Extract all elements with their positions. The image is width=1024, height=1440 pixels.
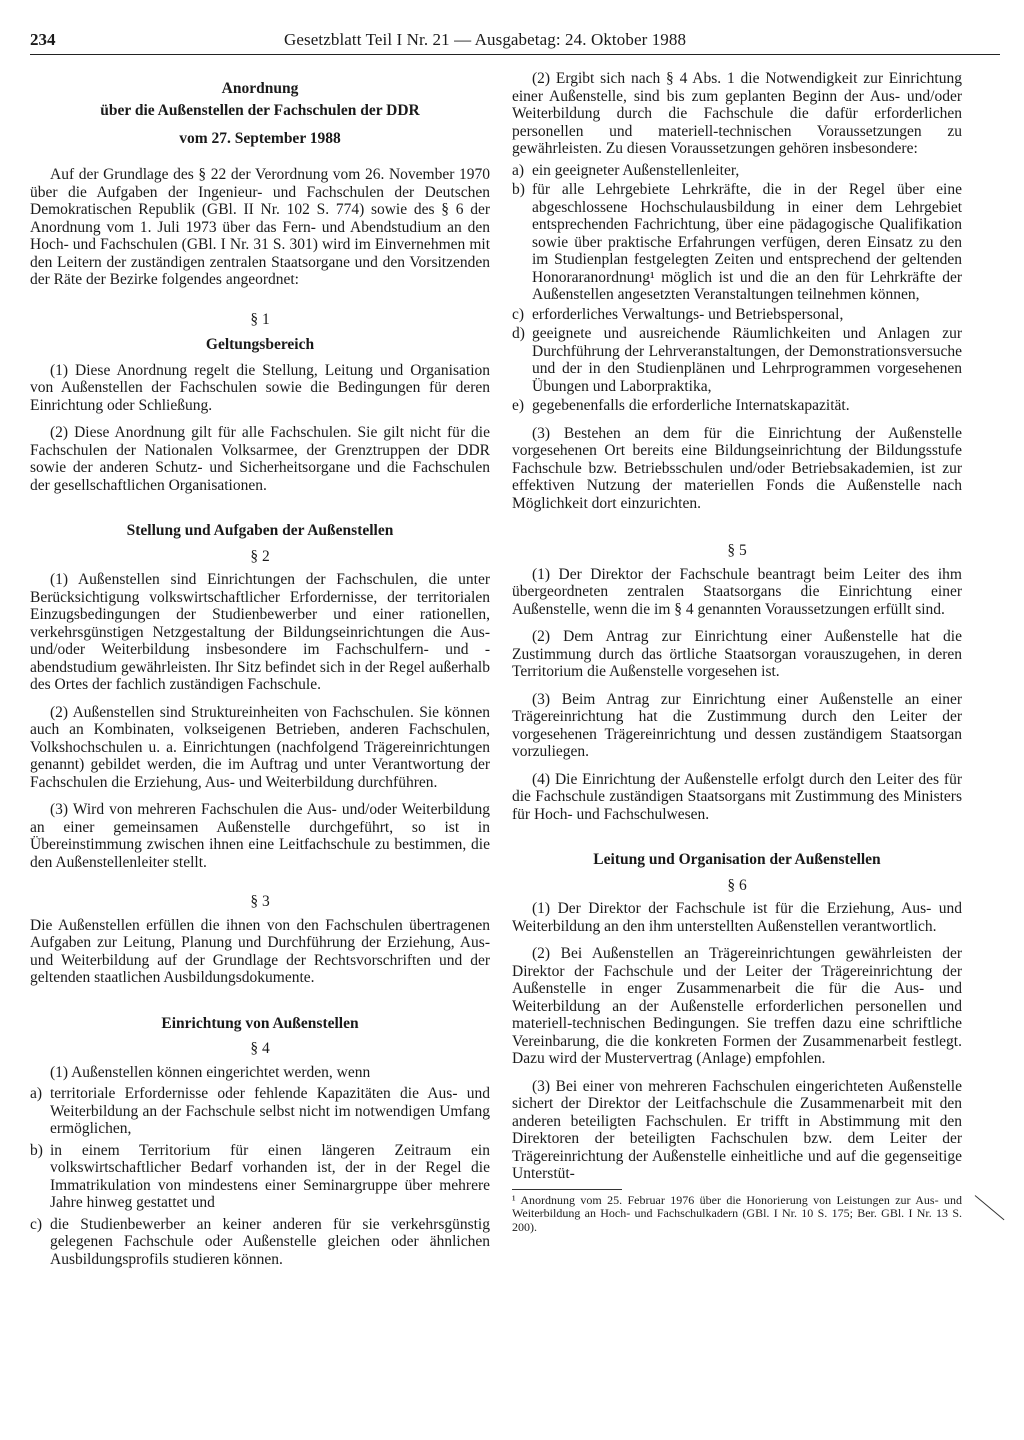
list-item-label: d) (512, 325, 525, 342)
section-1-paragraph-2: (2) Diese Anordnung gilt für alle Fachschulen. Sie gilt nicht für die Fachschulen der Nationalen Volksarmee, der Grenztruppen der DDR sowie der anderen Schutz- und Sicherheitsorgane und die Fachschulen der gesellschaftlichen Organisationen. (30, 424, 490, 494)
list-item-text: für alle Lehrgebiete Lehrkräfte, die in der Regel über eine abgeschlossene Hochschulausbildung in einer dem Lehrgebiet entsprechenden Fachrichtung, über eine pädagogische Qualifikation sowie über praktische Erfahrungen verfügen, deren Einsatz zu den im Studienplan festgelegten Zeiten und entsprechend der geltenden Honoraranordnung¹ möglich ist und die an den für Lehrkräfte der Außenstellen angesetzten Veranstaltungen teilnehmen können, (532, 181, 962, 303)
list-item-label: c) (30, 1215, 43, 1233)
right-column (512, 70, 962, 1234)
section-6-paragraph-2: (2) Bei Außenstellen an Trägereinrichtungen gewährleisten der Direktor der Fachschule und der Leiter der Trägereinrichtung der Außenstelle in enger Zusammenarbeit die für die Aus- und Weiterbildung an der Außenstelle erforderlichen personellen und materiell-technischen Bedingungen. Sie treffen dazu eine schriftliche Vereinbarung, die die konkreten Formen der Zusammenarbeit festlegt. Dazu wird der Mustervertrag (Anlage) empfohlen. (512, 945, 962, 1067)
list-item-label: b) (30, 1141, 43, 1159)
list-item-text: in einem Territorium für einen längeren Zeitraum ein volkswirtschaftlicher Bedarf vorhanden ist, der in der Regel die Immatrikulation von mindestens einer Seminargruppe über mehrere Jahre hinweg gestattet und (50, 1141, 490, 1211)
list-item (30, 1142, 490, 1212)
section-3-paragraph-1: Die Außenstellen erfüllen die ihnen von den Fachschulen übertragenen Aufgaben zur Leitung, Planung und Durchführung der Erziehung, Aus- und Weiterbildung auf der Grundlage der Rechtsvorschriften und der geltenden staatlichen Ausbildungsdokumente. (30, 916, 490, 986)
list-item-text: gegebenenfalls die erforderliche Internatskapazität. (532, 397, 850, 414)
list-item (512, 325, 962, 395)
list-item (30, 1216, 490, 1269)
section-4-paragraph-2: (2) Ergibt sich nach § 4 Abs. 1 die Notwendigkeit zur Einrichtung einer Außenstelle, sind bis zum geplanten Beginn der Aus- und/oder Weiterbildung durch die Fachschule die dafür erforderlichen personellen und materiell-technischen Voraussetzungen zu gewährleisten. Zu diesen Voraussetzungen gehören insbesondere: (512, 70, 962, 157)
list-item-label: a) (30, 1085, 43, 1102)
section-6-paragraph-3: (3) Bei einer von mehreren Fachschulen eingerichteten Außenstelle sichert der Direktor der Leitfachschule die Zusammenarbeit mit den anderen beteiligten Fachschulen. Er trifft in Abstimmung mit den Direktoren der beteiligten Fachschulen bzw. dem Leiter der Trägereinrichtung der Außenstelle einheitliche und auf die gegenseitige Unterstüt- (512, 1077, 962, 1182)
section-5-paragraph-4: (4) Die Einrichtung der Außenstelle erfolgt durch den Leiter des für die Fachschule zuständigen Staatsorgans mit Zustimmung des Ministers für Hoch- und Fachschulwesen. (512, 770, 962, 823)
page-header (30, 24, 1000, 60)
list-item-text: territoriale Erfordernisse oder fehlende Kapazitäten die Aus- und Weiterbildung an der Fachschule selbst nicht im notwendigen Umfang ermöglichen, (50, 1085, 490, 1137)
footnote-rule (512, 1189, 622, 1190)
section-2-number: § 2 (250, 547, 270, 565)
section-6-heading: Leitung und Organisation der Außenstellen (593, 851, 881, 868)
title-date: vom 27. September 1988 (179, 130, 341, 147)
list-item (512, 162, 962, 180)
section-2-heading: Stellung und Aufgaben der Außenstellen (126, 522, 394, 539)
section-5-paragraph-2: (2) Dem Antrag zur Einrichtung einer Außenstelle hat die Zustimmung durch das örtliche Staatsorgan vorauszugehen, in deren Territorium die Außenstelle vorgesehen ist. (512, 628, 962, 680)
section-5-paragraph-1: (1) Der Direktor der Fachschule beantragt beim Leiter des ihm übergeordneten zentralen Staatsorgans die Einrichtung einer Außenstelle, wenn die im § 4 genannten Voraussetzungen erfüllt sind. (512, 565, 962, 618)
section-6-paragraph-1: (1) Der Direktor der Fachschule ist für die Erziehung, Aus- und Weiterbildung an den ihm unterstellten Außenstellen verantwortlich. (512, 900, 962, 935)
gazette-header-title: Gesetzblatt Teil I Nr. 21 — Ausgabetag: 24. Oktober 1988 (284, 30, 687, 49)
margin-pen-mark (975, 1195, 1005, 1220)
section-2-paragraph-3: (3) Wird von mehreren Fachschulen die Aus- und/oder Weiterbildung an einer gemeinsamen Außenstelle durchgeführt, so ist in Übereinstimmung zwischen ihnen eine Leitfachschule zu bestimmen, die den Außenstellenleiter stellt. (30, 801, 490, 871)
list-item (512, 306, 962, 324)
section-1-number: § 1 (250, 310, 270, 328)
section-1-paragraph-1: (1) Diese Anordnung regelt die Stellung, Leitung und Organisation von Außenstellen der Fachschulen sowie die Bedingungen für deren Einrichtung oder Schließung. (30, 361, 490, 414)
footnote: ¹ Anordnung vom 25. Februar 1976 über die Honorierung von Leistungen zur Aus- und Weiterbildung an Hoch- und Fachschulkadern (GBl. I Nr. 10 S. 175; Ber. GBl. I Nr. 13 S. 200). (512, 1192, 962, 1234)
header-rule (30, 54, 1000, 55)
section-4-paragraph-1: (1) Außenstellen können eingerichtet werden, wenn (50, 1063, 371, 1081)
section-2-paragraph-1: (1) Außenstellen sind Einrichtungen der Fachschulen, die unter Berücksichtigung volkswirtschaftlicher Erfordernisse, der territorialen Einzugsbedingungen der Studienbewerber und einer rationellen, verkehrsgünstigen Netzgestaltung der Bildungseinrichtungen die Aus- und/oder Weiterbildung insbesondere im Fachschulfern- und -abendstudium gewährleisten. Ihr Sitz befindet sich in der Regel außerhalb des Ortes der fachlich zuständigen Fachschule. (30, 571, 490, 693)
list-item-text: erforderliches Verwaltungs- und Betriebspersonal, (532, 305, 844, 323)
preamble: Auf der Grundlage des § 22 der Verordnung vom 26. November 1970 über die Aufgaben der Ingenieur- und Fachschulen der Deutschen Demokratischen Republik (GBl. II Nr. 102 S. 774) sowie des § 6 der Anordnung vom 1. Juli 1973 über das Fern- und Abendstudium an den Hoch- und Fachschulen (GBl. I Nr. 31 S. 301) wird im Einvernehmen mit den Leitern der zuständigen zentralen Staatsorgane und den Vorsitzenden der Räte der Bezirke folgendes angeordnet: (30, 166, 490, 288)
page-number: 234 (30, 30, 56, 49)
list-item-label: c) (512, 305, 525, 323)
section-6-number: § 6 (727, 876, 747, 894)
section-3-number: § 3 (250, 893, 270, 910)
section-2-paragraph-2: (2) Außenstellen sind Struktureinheiten von Fachschulen. Sie können auch an Kombinaten, volkseigenen Betrieben, anderen Fachschulen, Volkshochschulen u. a. Einrichtungen (nachfolgend Trägereinrichtungen genannt) gebildet werden, die im Auftrag und unter Verantwortung der Fachschulen die Erziehung, Aus- und Weiterbildung durchführen. (30, 703, 490, 791)
list-item-text: ein geeigneter Außenstellenleiter, (532, 161, 740, 179)
list-item-label: b) (512, 181, 525, 198)
title-line-2: über die Außenstellen der Fachschulen der DDR (100, 102, 420, 119)
section-4-list-1 (30, 1085, 490, 1268)
list-item (512, 181, 962, 304)
left-column (30, 70, 490, 1278)
section-5-paragraph-3: (3) Beim Antrag zur Einrichtung einer Außenstelle an einer Trägereinrichtung hat die Zustimmung durch den Leiter der vorgesehenen Trägereinrichtung und dessen zuständigem Staatsorgan vorzuliegen. (512, 690, 962, 760)
list-item-label: e) (512, 397, 525, 414)
list-item (512, 397, 962, 415)
section-1-heading: Geltungsbereich (205, 336, 315, 353)
document-title (30, 78, 490, 150)
section-4-paragraph-3: (3) Bestehen an dem für die Einrichtung der Außenstelle vorgesehenen Ort bereits eine Bildungseinrichtung der Bildungsstufe Fachschule bzw. Betriebsschulen und/oder Betriebsakademien, ist zur effektiven Nutzung der materiellen Fonds die Außenstelle nach Möglichkeit dort einzurichten. (512, 424, 962, 512)
list-item-text: die Studienbewerber an keiner anderen für sie verkehrsgünstig gelegenen Fachschule oder Außenstelle gleichen oder ähnlichen Ausbildungsprofils studieren können. (50, 1215, 490, 1268)
list-item-label: a) (512, 161, 525, 179)
section-4-number: § 4 (250, 1040, 270, 1057)
list-item-text: geeignete und ausreichende Räumlichkeiten und Anlagen zur Durchführung der Lehrveranstaltungen, der Demonstrationsversuche und der in den Studienplänen und Lehrprogrammen vorgesehenen Übungen und Laborpraktika, (532, 325, 962, 395)
list-item (30, 1085, 490, 1138)
title-line-1: Anordnung (221, 80, 299, 97)
section-5-number: § 5 (727, 542, 747, 559)
section-4-list-2 (512, 162, 962, 415)
section-4-heading: Einrichtung von Außenstellen (161, 1014, 359, 1032)
